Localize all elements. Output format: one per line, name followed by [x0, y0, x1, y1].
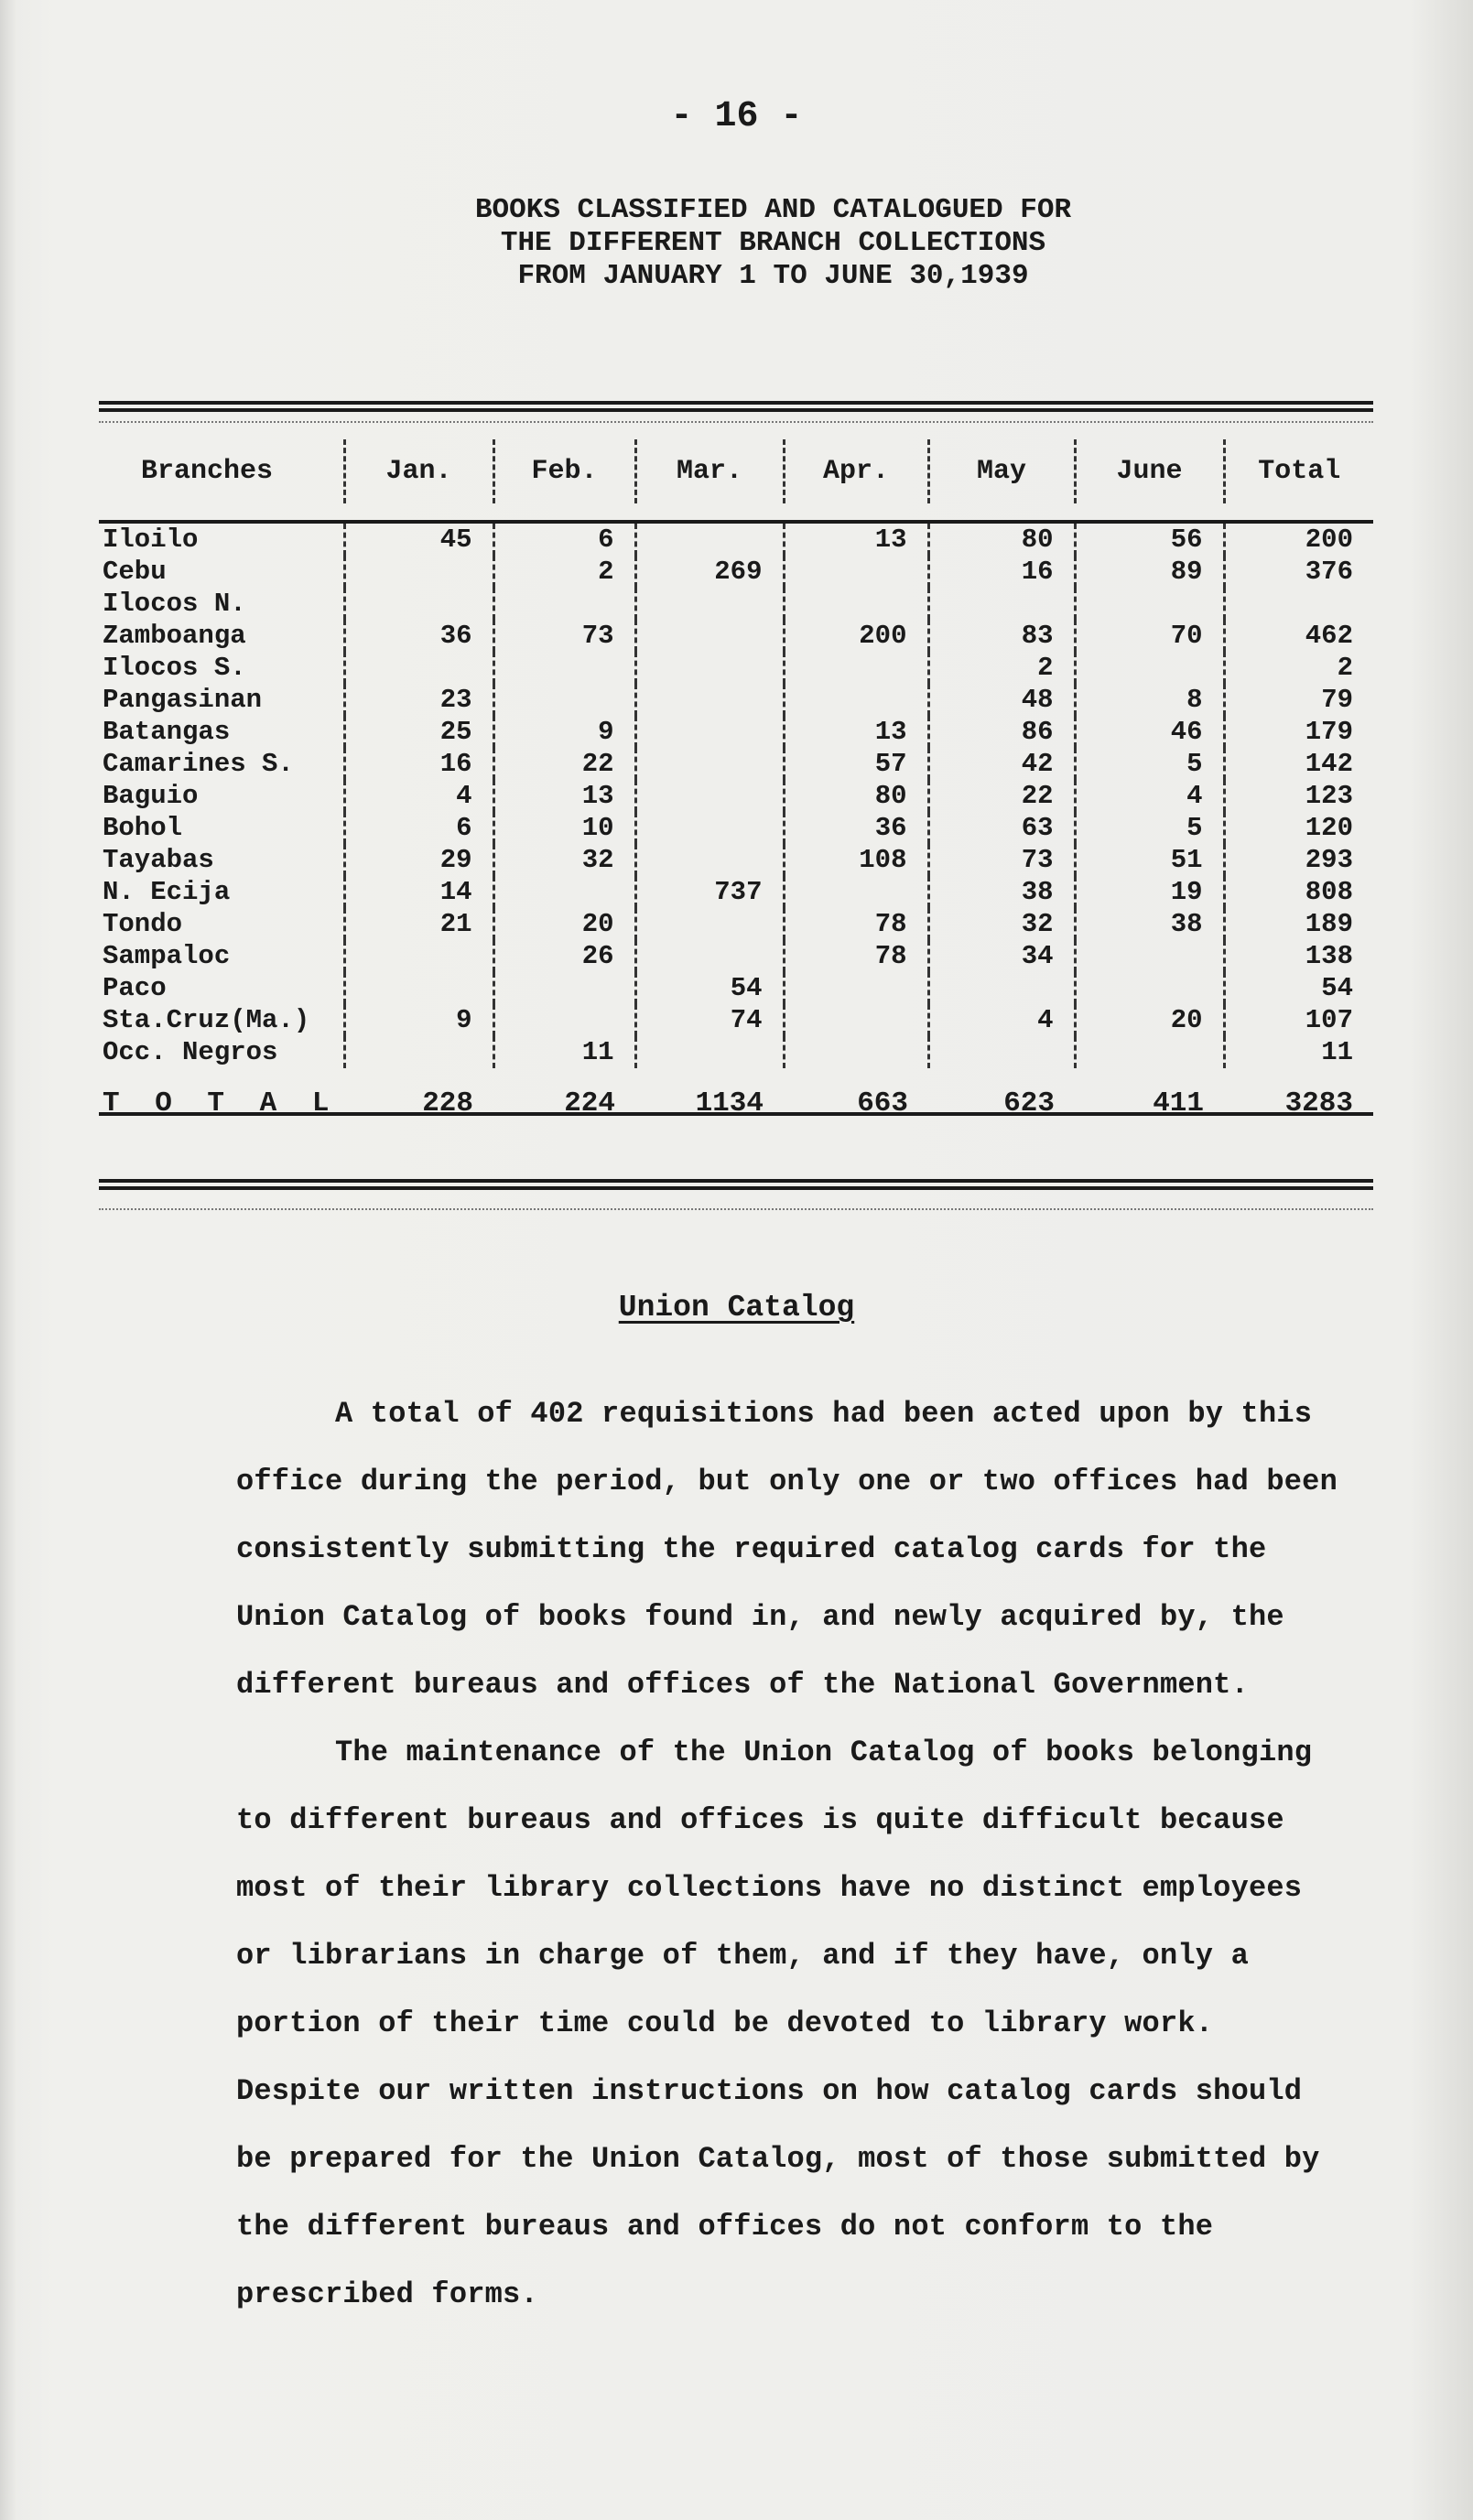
count-cell: 142: [1224, 748, 1373, 780]
count-cell: [493, 652, 635, 684]
branch-name-cell: Sampaloc: [103, 941, 231, 971]
table-top-rule: [99, 401, 1373, 412]
table-row: [99, 652, 1373, 684]
count-cell: 808: [1224, 876, 1373, 908]
count-cell: [493, 1004, 635, 1036]
count-cell: 20: [493, 908, 635, 940]
count-cell: [1075, 588, 1224, 620]
count-cell: [344, 1036, 493, 1068]
total-label: T O T A L: [103, 1087, 339, 1119]
count-cell: [784, 652, 928, 684]
table-row: [99, 588, 1373, 620]
column-header: June: [1075, 439, 1224, 503]
count-cell: [635, 620, 784, 652]
count-cell: [344, 652, 493, 684]
count-cell: 6: [493, 524, 635, 556]
count-cell: 46: [1075, 716, 1224, 748]
count-cell: 57: [784, 748, 928, 780]
column-header: May: [928, 439, 1075, 503]
count-cell: 200: [1224, 524, 1373, 556]
branch-name-cell: Camarines S.: [103, 749, 294, 779]
count-cell: 9: [493, 716, 635, 748]
total-cell: 228: [422, 1087, 473, 1119]
count-cell: [635, 748, 784, 780]
count-cell: 73: [928, 844, 1075, 876]
branch-name-cell: Bohol: [103, 813, 183, 843]
table-row: [99, 876, 1373, 908]
branch-name-cell: Occ. Negros: [103, 1037, 278, 1067]
total-row: [99, 1081, 1373, 1125]
count-cell: 78: [784, 908, 928, 940]
count-cell: [635, 524, 784, 556]
count-cell: 51: [1075, 844, 1224, 876]
body-text: [236, 1380, 1344, 2329]
branch-collections-table: [99, 439, 1373, 1125]
count-cell: [784, 1004, 928, 1036]
title-line: THE DIFFERENT BRANCH COLLECTIONS: [500, 227, 1046, 259]
count-cell: 79: [1224, 684, 1373, 716]
count-cell: [784, 588, 928, 620]
table-row: [99, 620, 1373, 652]
count-cell: 70: [1075, 620, 1224, 652]
count-cell: 83: [928, 620, 1075, 652]
count-cell: 38: [928, 876, 1075, 908]
branch-name-cell: Tondo: [103, 909, 183, 939]
table-top-dotted-rule: [99, 421, 1373, 423]
count-cell: 2: [493, 556, 635, 588]
count-cell: [635, 1036, 784, 1068]
count-cell: 2: [1224, 652, 1373, 684]
count-cell: 26: [493, 940, 635, 972]
branch-name-cell: Zamboanga: [103, 621, 246, 651]
count-cell: [344, 940, 493, 972]
count-cell: 108: [784, 844, 928, 876]
branch-name-cell: Ilocos N.: [103, 589, 246, 619]
count-cell: 86: [928, 716, 1075, 748]
table-row: [99, 716, 1373, 748]
table-row: [99, 556, 1373, 588]
count-cell: 13: [493, 780, 635, 812]
count-cell: 22: [928, 780, 1075, 812]
total-cell: 663: [857, 1087, 908, 1119]
table-row: [99, 524, 1373, 556]
count-cell: [635, 716, 784, 748]
count-cell: 462: [1224, 620, 1373, 652]
count-cell: [493, 972, 635, 1004]
table-bottom-dotted-rule: [99, 1208, 1373, 1210]
branch-name-cell: Cebu: [103, 557, 167, 587]
count-cell: 54: [635, 972, 784, 1004]
count-cell: [784, 876, 928, 908]
table-row: [99, 1036, 1373, 1068]
branch-name-cell: Batangas: [103, 717, 231, 747]
count-cell: 2: [928, 652, 1075, 684]
paragraph: A total of 402 requisitions had been acted upon by this office during the period, but only one or two offices had been consistently submitting the required catalog cards for the Union Catalog of books found in, and newly acquired by, the different bureaus and offices of the National Government.: [236, 1397, 1338, 1702]
count-cell: 269: [635, 556, 784, 588]
count-cell: 48: [928, 684, 1075, 716]
count-cell: 138: [1224, 940, 1373, 972]
count-cell: 34: [928, 940, 1075, 972]
table-row: [99, 940, 1373, 972]
branch-name-cell: Pangasinan: [103, 685, 263, 715]
column-header: Total: [1224, 439, 1373, 503]
table-bottom-rule: [99, 1179, 1373, 1190]
count-cell: [784, 556, 928, 588]
count-cell: [635, 588, 784, 620]
count-cell: [635, 844, 784, 876]
count-cell: 5: [1075, 812, 1224, 844]
count-cell: 29: [344, 844, 493, 876]
count-cell: [1075, 1036, 1224, 1068]
table-row: [99, 1004, 1373, 1036]
section-heading: [0, 1291, 1473, 1325]
count-cell: 14: [344, 876, 493, 908]
table-row: [99, 972, 1373, 1004]
table-row: [99, 908, 1373, 940]
count-cell: 5: [1075, 748, 1224, 780]
branch-name-cell: Ilocos S.: [103, 653, 246, 683]
count-cell: 80: [784, 780, 928, 812]
count-cell: 21: [344, 908, 493, 940]
count-cell: [344, 588, 493, 620]
count-cell: 6: [344, 812, 493, 844]
column-header: Apr.: [784, 439, 928, 503]
count-cell: [493, 876, 635, 908]
count-cell: 80: [928, 524, 1075, 556]
count-cell: 16: [928, 556, 1075, 588]
table-row: [99, 684, 1373, 716]
count-cell: 56: [1075, 524, 1224, 556]
count-cell: [635, 780, 784, 812]
paragraph: The maintenance of the Union Catalog of books belonging to different bureaus and offices is quite difficult because most of their library collections have no distinct employees or librarians in charge of them, and if they have, only a portion of their time could be devoted to library work. Despite our written instructions on how catalog cards should be prepared for the Union Catalog, most of those submitted by the different bureaus and offices do not conform to the prescribed forms.: [236, 1736, 1320, 2311]
branch-name-cell: Iloilo: [103, 525, 199, 555]
count-cell: 78: [784, 940, 928, 972]
count-cell: 36: [344, 620, 493, 652]
count-cell: 20: [1075, 1004, 1224, 1036]
count-cell: [635, 652, 784, 684]
count-cell: 54: [1224, 972, 1373, 1004]
branch-name-cell: Tayabas: [103, 845, 214, 875]
column-header: Jan.: [344, 439, 493, 503]
branch-name-cell: N. Ecija: [103, 877, 231, 907]
count-cell: 22: [493, 748, 635, 780]
count-cell: 107: [1224, 1004, 1373, 1036]
count-cell: 123: [1224, 780, 1373, 812]
count-cell: [1224, 588, 1373, 620]
count-cell: 10: [493, 812, 635, 844]
count-cell: 16: [344, 748, 493, 780]
count-cell: 45: [344, 524, 493, 556]
count-cell: 4: [928, 1004, 1075, 1036]
count-cell: 376: [1224, 556, 1373, 588]
count-cell: 19: [1075, 876, 1224, 908]
count-cell: 13: [784, 524, 928, 556]
table-row: [99, 780, 1373, 812]
table-body: [99, 524, 1373, 1068]
count-cell: 189: [1224, 908, 1373, 940]
total-cell: 224: [564, 1087, 615, 1119]
count-cell: 36: [784, 812, 928, 844]
count-cell: [635, 684, 784, 716]
count-cell: 179: [1224, 716, 1373, 748]
count-cell: 293: [1224, 844, 1373, 876]
count-cell: [635, 940, 784, 972]
count-cell: 200: [784, 620, 928, 652]
count-cell: [784, 1036, 928, 1068]
count-cell: 11: [493, 1036, 635, 1068]
count-cell: 38: [1075, 908, 1224, 940]
branch-name-cell: Paco: [103, 973, 167, 1003]
count-cell: 63: [928, 812, 1075, 844]
table-row: [99, 844, 1373, 876]
count-cell: 9: [344, 1004, 493, 1036]
table-header-row: [99, 439, 1373, 503]
count-cell: 8: [1075, 684, 1224, 716]
total-cell: 411: [1153, 1087, 1204, 1119]
total-cell: 1134: [695, 1087, 764, 1119]
document-title: [0, 194, 1473, 293]
count-cell: [344, 556, 493, 588]
count-cell: 23: [344, 684, 493, 716]
section-heading-text: Union Catalog: [618, 1291, 855, 1325]
count-cell: 11: [1224, 1036, 1373, 1068]
count-cell: [784, 972, 928, 1004]
column-header: Mar.: [635, 439, 784, 503]
count-cell: 73: [493, 620, 635, 652]
count-cell: [928, 588, 1075, 620]
count-cell: 74: [635, 1004, 784, 1036]
branch-name-cell: Baguio: [103, 781, 199, 811]
count-cell: [493, 684, 635, 716]
count-cell: [928, 1036, 1075, 1068]
title-line: BOOKS CLASSIFIED AND CATALOGUED FOR: [474, 194, 1072, 226]
count-cell: [928, 972, 1075, 1004]
count-cell: [635, 812, 784, 844]
count-cell: 89: [1075, 556, 1224, 588]
title-line: FROM JANUARY 1 TO JUNE 30,1939: [517, 260, 1029, 292]
count-cell: [784, 684, 928, 716]
count-cell: [1075, 940, 1224, 972]
count-cell: [493, 588, 635, 620]
count-cell: 32: [928, 908, 1075, 940]
count-cell: 737: [635, 876, 784, 908]
count-cell: 32: [493, 844, 635, 876]
count-cell: 42: [928, 748, 1075, 780]
count-cell: [1075, 972, 1224, 1004]
branch-name-cell: Sta.Cruz(Ma.): [103, 1005, 310, 1035]
count-cell: 4: [1075, 780, 1224, 812]
table-row: [99, 748, 1373, 780]
count-cell: 13: [784, 716, 928, 748]
count-cell: 4: [344, 780, 493, 812]
page-number: - 16 -: [670, 96, 803, 137]
total-cell: 623: [1003, 1087, 1055, 1119]
count-cell: [344, 972, 493, 1004]
count-cell: 120: [1224, 812, 1373, 844]
count-cell: [1075, 652, 1224, 684]
column-header: Branches: [141, 456, 274, 487]
total-cell: 3283: [1284, 1087, 1353, 1119]
column-header: Feb.: [493, 439, 635, 503]
count-cell: [635, 908, 784, 940]
table-row: [99, 812, 1373, 844]
count-cell: 25: [344, 716, 493, 748]
